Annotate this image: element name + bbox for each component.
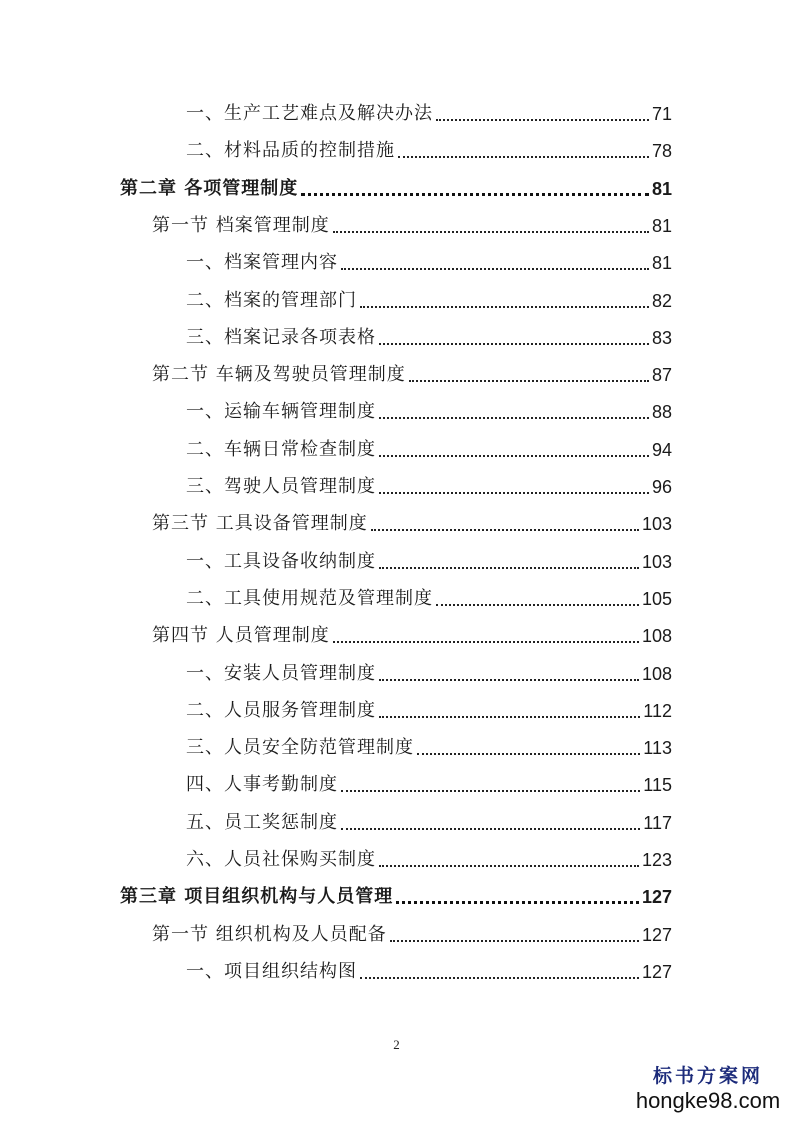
toc-entry-label: 一、安装人员管理制度 [186, 662, 376, 684]
toc-entry-label: 第三节 工具设备管理制度 [152, 513, 368, 535]
toc-dot-leader [379, 567, 639, 569]
toc-entry-label: 一、生产工艺难点及解决办法 [186, 103, 433, 124]
toc-entry-item [186, 586, 672, 612]
watermark-logo [633, 1064, 783, 1114]
toc-dot-leader [379, 865, 639, 867]
toc-entry-label: 一、项目组织结构图 [186, 960, 357, 982]
toc-dot-leader [379, 417, 649, 419]
toc-dot-leader [379, 679, 639, 681]
toc-dot-leader [333, 641, 639, 643]
toc-entry-page: 94 [651, 439, 672, 460]
toc-dot-leader [436, 604, 639, 606]
page-number: 2 [393, 1037, 400, 1052]
toc-entry-page: 103 [641, 551, 672, 572]
toc-entry-label: 三、档案记录各项表格 [186, 326, 376, 348]
toc-entry-page: 112 [643, 700, 672, 721]
toc-entry-page: 71 [651, 104, 672, 124]
toc-entry-label: 四、人事考勤制度 [186, 774, 338, 796]
toc-dot-leader [417, 753, 640, 755]
toc-dot-leader [341, 828, 640, 830]
toc-entry-item [186, 772, 672, 798]
toc-entry-item [186, 661, 672, 687]
toc-entry-page: 82 [651, 290, 672, 311]
toc-dot-leader [379, 455, 649, 457]
toc-entry-label: 三、驾驶人员管理制度 [186, 476, 376, 497]
toc-entry-section [152, 623, 672, 649]
toc-entry-page: 117 [643, 812, 672, 833]
toc-entry-item [186, 138, 672, 164]
toc-entry-item [186, 735, 672, 761]
toc-entry-page: 108 [641, 663, 672, 684]
toc-entry-label: 第一节 档案管理制度 [152, 214, 330, 236]
toc-entry-page: 81 [651, 215, 672, 236]
toc-dot-leader [398, 156, 649, 158]
toc-dot-leader [436, 119, 649, 121]
toc-entry-item [186, 959, 672, 985]
toc-dot-leader [360, 977, 639, 979]
toc-entry-label: 二、车辆日常检查制度 [186, 438, 376, 460]
toc-entry-item [186, 810, 672, 836]
toc-dot-leader [390, 940, 639, 942]
toc-entry-page: 105 [641, 588, 672, 609]
toc-entry-page: 103 [641, 514, 672, 535]
toc-entry-item [186, 101, 672, 127]
toc-entry-page: 78 [651, 141, 672, 162]
toc-entry-page: 115 [643, 775, 672, 796]
toc-entry-label: 二、人员服务管理制度 [186, 699, 376, 721]
toc-entry-section [152, 362, 672, 388]
toc-entry-label: 二、档案的管理部门 [186, 289, 357, 311]
toc-entry-label: 第一节 组织机构及人员配备 [152, 923, 387, 945]
toc-entry-label: 一、运输车辆管理制度 [186, 401, 376, 423]
toc-dot-leader [379, 716, 640, 718]
toc-entry-label: 三、人员安全防范管理制度 [186, 737, 414, 759]
toc-entry-chapter [120, 884, 672, 910]
toc-dot-leader [301, 193, 649, 196]
toc-entry-section [152, 922, 672, 948]
toc-entry-chapter [120, 176, 672, 202]
toc-entry-label: 五、员工奖惩制度 [186, 811, 338, 833]
toc-entry-label: 第二节 车辆及驾驶员管理制度 [152, 364, 406, 386]
toc-entry-label: 一、工具设备收纳制度 [186, 550, 376, 572]
toc-dot-leader [341, 790, 640, 792]
toc-entry-page: 81 [651, 178, 672, 199]
toc-entry-section [152, 511, 672, 537]
toc-dot-leader [333, 231, 649, 233]
toc-entry-label: 第二章 各项管理制度 [120, 177, 299, 199]
toc-dot-leader [379, 343, 649, 345]
toc-entry-page: 88 [651, 402, 672, 423]
toc-entry-label: 六、人员社保购买制度 [186, 849, 376, 870]
toc-entry-item [186, 399, 672, 425]
toc-entry-section [152, 213, 672, 239]
toc-entry-item [186, 288, 672, 314]
toc-dot-leader [371, 529, 639, 531]
toc-entry-label: 二、材料品质的控制措施 [186, 140, 395, 162]
toc-entry-item [186, 250, 672, 276]
toc-entry-page: 108 [641, 626, 672, 647]
toc-entry-page: 127 [641, 887, 672, 908]
toc-dot-leader [396, 901, 639, 904]
toc-dot-leader [360, 306, 649, 308]
toc-dot-leader [409, 380, 649, 382]
toc-entry-item [186, 437, 672, 463]
toc-entry-page: 87 [651, 365, 672, 386]
toc-entry-label: 二、工具使用规范及管理制度 [186, 587, 433, 609]
toc-entry-page: 83 [651, 327, 672, 348]
toc-entry-item [186, 698, 672, 724]
toc-entry-page: 81 [651, 253, 672, 274]
toc-dot-leader [341, 268, 649, 270]
toc-entry-page: 123 [641, 850, 672, 870]
toc-entry-label: 第三章 项目组织机构与人员管理 [120, 886, 394, 908]
toc-entry-label: 第四节 人员管理制度 [152, 625, 330, 647]
toc-entry-item [186, 325, 672, 351]
watermark-url: hongke98.com [635, 1088, 781, 1113]
toc-entry-item [186, 847, 672, 873]
toc-entry-item [186, 474, 672, 500]
toc-dot-leader [379, 492, 649, 494]
toc-entry-page: 96 [651, 477, 672, 497]
watermark-title: 标书方案网 [652, 1065, 763, 1087]
toc-entry-page: 113 [643, 738, 672, 759]
toc-entry-page: 127 [641, 961, 672, 982]
toc-entry-item [186, 549, 672, 575]
toc-entry-label: 一、档案管理内容 [186, 252, 338, 274]
toc-entry-page: 127 [641, 924, 672, 945]
